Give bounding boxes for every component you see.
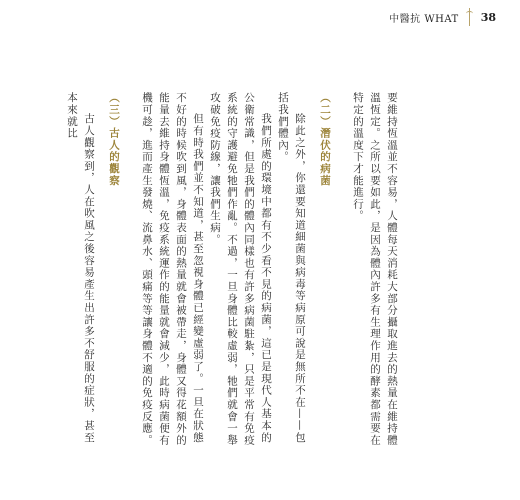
section-title: 潛伏的病菌 [319,127,331,187]
paragraph: 但有時我們並不知道，甚至忽視身體已經變虛弱了。一旦在狀態不好的時候吹到風，身體表面的熱量就會被帶走，身體又得花額外的能量去維持身體恆溫，免疫系統運作的能量就會減少，此時病菌便有機可趁，進而產生發燒、流鼻水、頭痛等等讓身體不適的免疫反應。 [141,92,204,446]
running-header [389,6,496,28]
paragraph: 我們所處的環境中都有不少看不見的病菌，這已是現代人基本的公衛常識，但是我們的體內同樣也有許多病菌駐紮，只是平常有免疫系統的守護避免牠們作亂。不過，一旦身體比較虛弱，牠們就會一舉攻破免疫防線，讓我們生病。 [209,92,272,446]
section-heading [105,92,122,452]
paragraph: 要維持恆溫並不容易，人體每天消耗大部分攝取進去的熱量在維持體溫恆定。之所以要如此，是因為體內許多有生理作用的酵素都需要在特定的溫度下才能進行。 [352,92,398,446]
header-title: 中醫抗 WHAT [389,13,459,25]
section-marker: （二） [319,92,331,128]
paragraph: 古人觀察到，人在吹風之後容易產生出許多不舒服的症狀，甚至本來就比 [66,92,95,444]
vertical-text-body [66,92,400,452]
ornament-icon [465,8,475,26]
section-heading [316,92,333,452]
section-marker: （三） [108,92,120,128]
page-number: 38 [480,10,496,24]
paragraph: 除此之外，你還要知道細菌與病毒等病原可說是無所不在——包括我們體內。 [277,92,306,444]
section-title: 古人的觀察 [108,127,120,187]
